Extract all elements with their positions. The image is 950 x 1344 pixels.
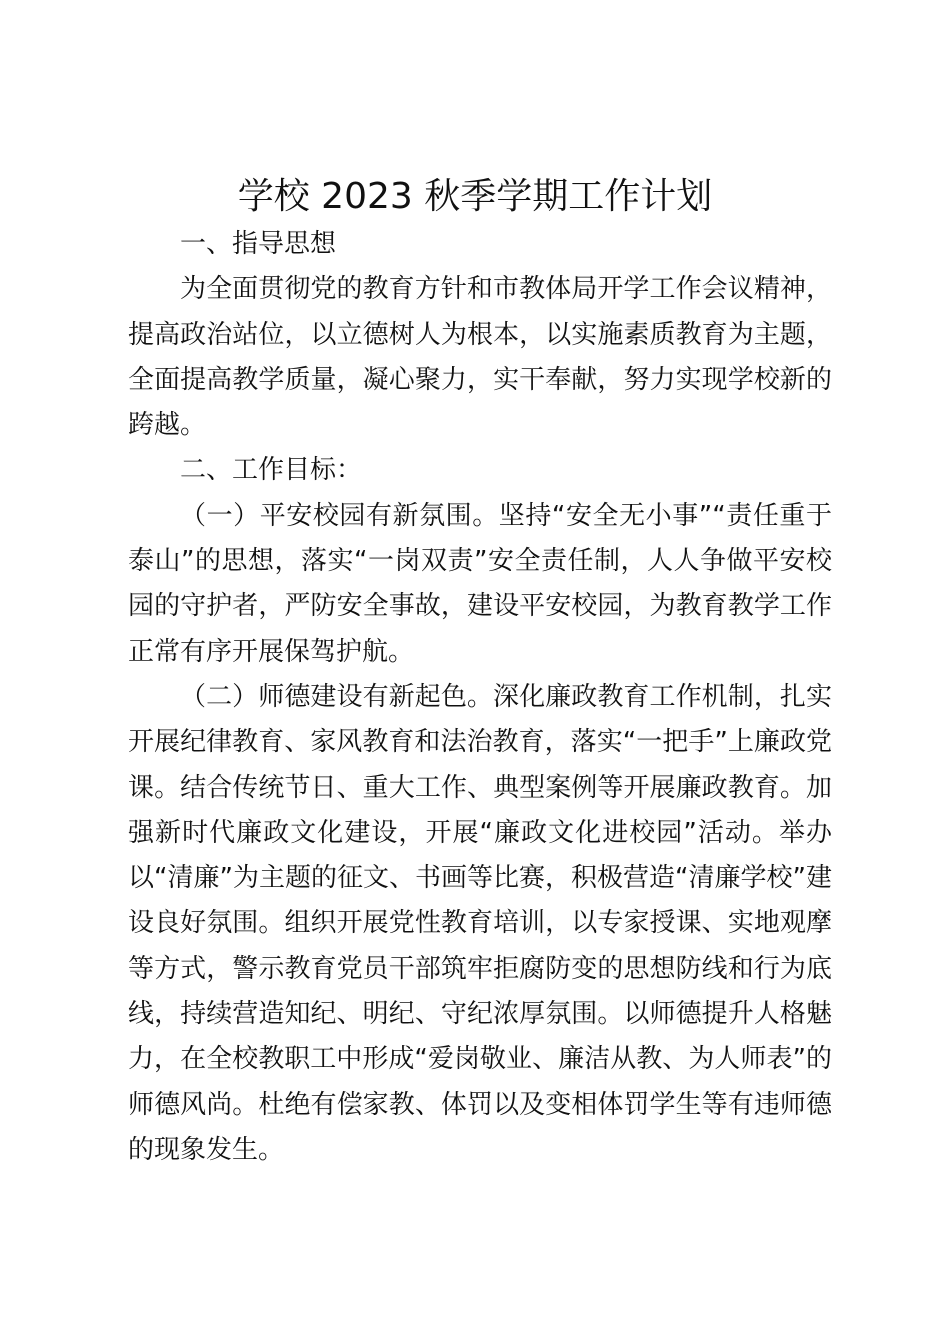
document-title: 学校 2023 秋季学期工作计划 bbox=[237, 176, 713, 217]
section-heading-work-goals: 二、工作目标： bbox=[180, 455, 363, 486]
paragraph-safe-campus: （一）平安校园有新氛围。坚持“安全无小事”“责任重于泰山”的思想，落实“一岗双责”安全责任制，人人争做平安校园的守护者，严防安全事故，建设平安校园，为教育教学工作正常有序开展保驾护航。 bbox=[128, 500, 832, 667]
document-body bbox=[128, 222, 832, 1173]
section-heading-guiding-ideology: 一、指导思想 bbox=[180, 229, 337, 259]
paragraph-guiding-ideology: 为全面贯彻党的教育方针和市教体局开学工作会议精神，提高政治站位，以立德树人为根本，以实施素质教育为主题，全面提高教学质量，凝心聚力，实干奉献，努力实现学校新的跨越。 bbox=[128, 274, 832, 441]
paragraph-teacher-ethics: （二）师德建设有新起色。深化廉政教育工作机制，扎实开展纪律教育、家风教育和法治教育，落实“一把手”上廉政党课。结合传统节日、重大工作、典型案例等开展廉政教育。加强新时代廉政文化建设，开展“廉政文化进校园”活动。举办以“清廉”为主题的征文、书画等比赛，积极营造“清廉学校”建设良好氛围。组织开展党性教育培训，以专家授课、实地观摩等方式，警示教育党员干部筑牢拒腐防变的思想防线和行为底线，持续营造知纪、明纪、守纪浓厚氛围。以师德提升人格魅力，在全校教职工中形成“爱岗敬业、廉洁从教、为人师表”的师德风尚。杜绝有偿家教、体罚以及变相体罚学生等有违师德的现象发生。 bbox=[128, 681, 832, 1165]
